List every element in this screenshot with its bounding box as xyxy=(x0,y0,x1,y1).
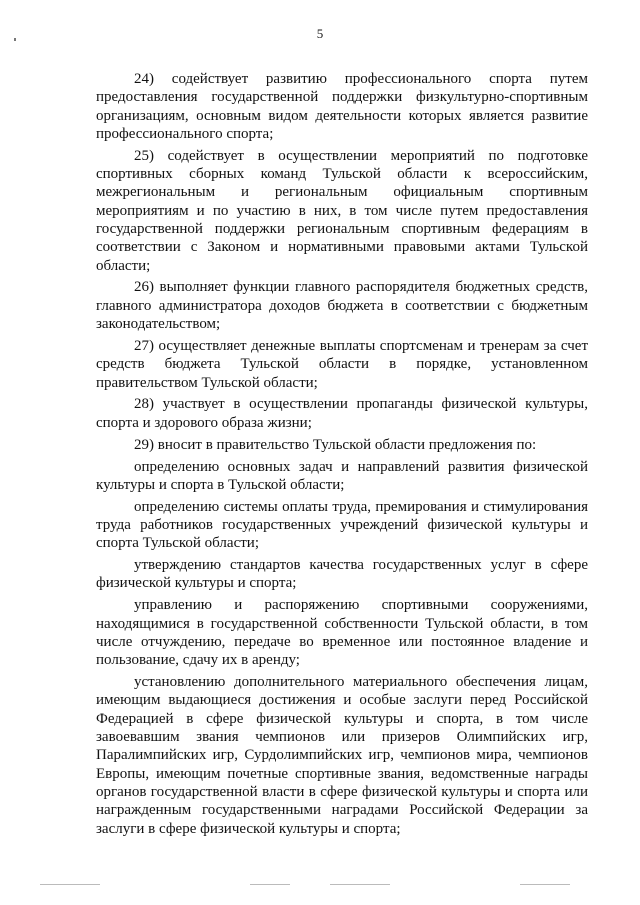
scan-artifact-line xyxy=(330,884,390,885)
page-number: 5 xyxy=(316,26,324,41)
paragraph-item-27: 27) осуществляет денежные выплаты спортсменам и тренерам за счет средств бюджета Тульской области в порядке, установленном правительством Тульской области; xyxy=(96,337,588,391)
paragraph-item-29: 29) вносит в правительство Тульской области предложения по: xyxy=(134,436,537,453)
document-body xyxy=(96,70,588,841)
paragraph-item-26: 26) выполняет функции главного распорядителя бюджетных средств, главного администратора доходов бюджета в соответствии с бюджетным законодательством; xyxy=(96,279,588,333)
paragraph-subitem-support: установлению дополнительного материального обеспечения лицам, имеющим выдающиеся достижения и особые заслуги перед Российской Федерацией в сфере физической культуры и спорта, в том числе завоевавшим звания чемпионов или призеров Олимпийских игр, Паралимпийских игр, Сурдолимпийских игр, чемпионов мира, чемпионов Европы, имеющим почетные спортивные звания, ведомственные награды органов государственной власти в сфере физической культуры и спорта или награжденным государственными наградами Российской Федерации за заслуги в сфере физической культуры и спорта; xyxy=(96,674,588,837)
paragraph-subitem-facilities: управлению и распоряжению спортивными сооружениями, находящимися в государственной собственности Тульской области, в том числе отчуждению, передаче во временное или постоянное владение и пользование, сдачу их в аренду; xyxy=(96,597,588,669)
paragraph-item-28: 28) участвует в осуществлении пропаганды физической культуры, спорта и здорового образа жизни; xyxy=(96,396,588,431)
paragraph-subitem-wages: определению системы оплаты труда, премирования и стимулирования труда работников государственных учреждений физической культуры и спорта Тульской области; xyxy=(96,498,588,552)
paragraph-subitem-goals: определению основных задач и направлений развития физической культуры и спорта в Тульской области; xyxy=(96,458,588,493)
paragraph-subitem-standards: утверждению стандартов качества государственных услуг в сфере физической культуры и спорта; xyxy=(96,557,588,592)
scan-artifact-line xyxy=(250,884,290,885)
paragraph-item-25: 25) содействует в осуществлении мероприятий по подготовке спортивных сборных команд Тульской области к всероссийским, межрегиональным и региональным официальным спортивным мероприятиям и по участию в них, в том числе путем предоставления государственной поддержки региональным спортивным федерациям в соответствии с Законом и нормативными правовыми актами Тульской области; xyxy=(96,147,588,274)
paragraph-item-24: 24) содействует развитию профессионального спорта путем предоставления государственной поддержки физкультурно-спортивным организациям, основным видом деятельности которых является развитие профессионального спорта; xyxy=(96,71,588,142)
scan-artifact-line xyxy=(40,884,100,885)
scan-artifact-line xyxy=(520,884,570,885)
